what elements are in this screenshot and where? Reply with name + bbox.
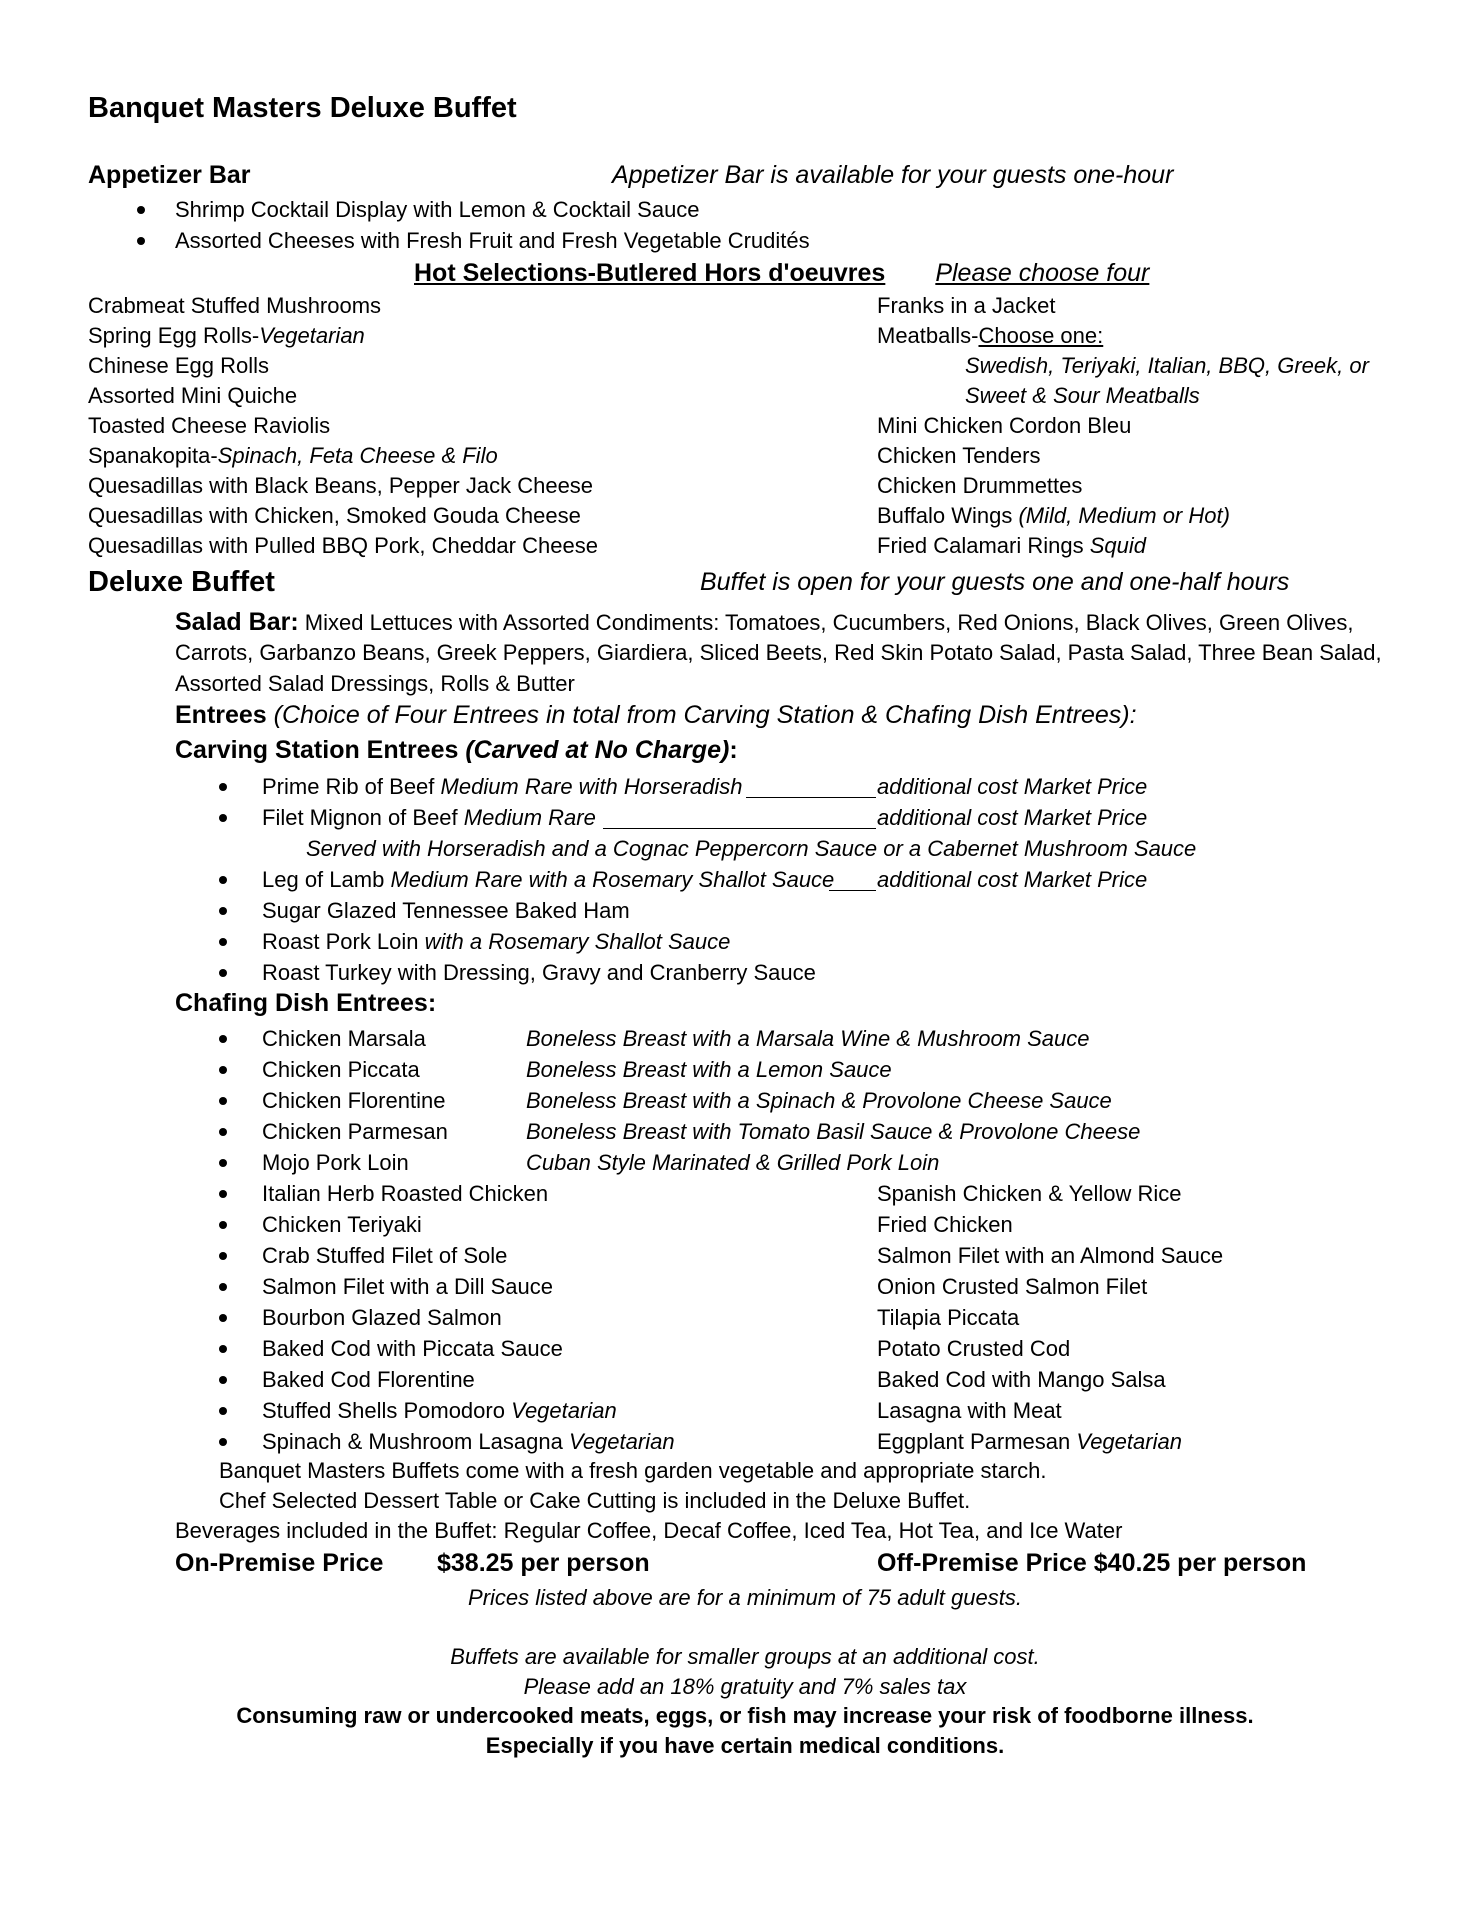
gratuity-note: Please add an 18% gratuity and 7% sales tax [523, 1674, 967, 1699]
bullet-icon [219, 1314, 227, 1322]
meatball-options: Swedish, Teriyaki, Italian, BBQ, Greek, or [965, 353, 1369, 378]
bullet-icon [219, 783, 227, 791]
on-premise-label: On-Premise Price [175, 1549, 384, 1577]
entree-name: Potato Crusted Cod [877, 1336, 1071, 1361]
bullet-icon [219, 1252, 227, 1260]
list-item: Buffalo Wings (Mild, Medium or Hot) [877, 503, 1230, 528]
entree-name: Baked Cod Florentine [262, 1367, 475, 1392]
bullet-icon [219, 1283, 227, 1291]
bullet-icon [137, 237, 145, 245]
entree-name: Salmon Filet with an Almond Sauce [877, 1243, 1224, 1268]
bullet-icon [219, 1097, 227, 1105]
list-item: Filet Mignon of Beef Medium Rare [262, 805, 596, 830]
chafing-heading: Chafing Dish Entrees: [175, 989, 437, 1017]
appetizer-bar-heading: Appetizer Bar [88, 161, 251, 189]
entrees-line: Entrees (Choice of Four Entrees in total from Carving Station & Chafing Dish Entrees): [175, 701, 1137, 729]
health-warning: Especially if you have certain medical conditions. [485, 1733, 1005, 1758]
bullet-icon [219, 1345, 227, 1353]
bullet-icon [219, 1159, 227, 1167]
on-premise-price: $38.25 per person [437, 1549, 650, 1577]
served-with-note: Served with Horseradish and a Cognac Peppercorn Sauce or a Cabernet Mushroom Sauce [306, 836, 1197, 861]
list-item: Quesadillas with Chicken, Smoked Gouda Cheese [88, 503, 581, 528]
bullet-icon [219, 1190, 227, 1198]
entree-name: Chicken Florentine [262, 1088, 446, 1113]
entree-name: Lasagna with Meat [877, 1398, 1062, 1423]
entree-name: Bourbon Glazed Salmon [262, 1305, 502, 1330]
entree-name: Chicken Teriyaki [262, 1212, 422, 1237]
entree-name: Mojo Pork Loin [262, 1150, 409, 1175]
entree-description: Cuban Style Marinated & Grilled Pork Loin [526, 1150, 940, 1175]
deluxe-buffet-note: Buffet is open for your guests one and one-half hours [700, 568, 1290, 596]
market-price: additional cost Market Price [877, 805, 1148, 830]
entree-description: Boneless Breast with Tomato Basil Sauce & Provolone Cheese [526, 1119, 1141, 1144]
hot-selections-choose: Please choose four [935, 259, 1150, 287]
entree-name: Stuffed Shells Pomodoro Vegetarian [262, 1398, 617, 1423]
market-price: additional cost Market Price [877, 867, 1148, 892]
smaller-groups-note: Buffets are available for smaller groups at an additional cost. [450, 1644, 1040, 1669]
entree-name: Spanish Chicken & Yellow Rice [877, 1181, 1182, 1206]
list-item: Assorted Mini Quiche [88, 383, 298, 408]
bullet-icon [219, 1221, 227, 1229]
leader-line [746, 796, 876, 798]
carving-heading: Carving Station Entrees (Carved at No Charge): [175, 736, 738, 764]
entree-name: Chicken Parmesan [262, 1119, 448, 1144]
appetizer-bar-note: Appetizer Bar is available for your guests one-hour [612, 161, 1174, 189]
list-item: Spanakopita-Spinach, Feta Cheese & Filo [88, 443, 498, 468]
salad-bar-line: Carrots, Garbanzo Beans, Greek Peppers, Giardiera, Sliced Beets, Red Skin Potato Salad, Pasta Salad, Three Bean Salad, [175, 640, 1382, 665]
list-item: Shrimp Cocktail Display with Lemon & Cocktail Sauce [175, 197, 700, 222]
list-item: Sugar Glazed Tennessee Baked Ham [262, 898, 630, 923]
list-item: Mini Chicken Cordon Bleu [877, 413, 1132, 438]
entree-name: Italian Herb Roasted Chicken [262, 1181, 549, 1206]
footer-note: Beverages included in the Buffet: Regular Coffee, Decaf Coffee, Iced Tea, Hot Tea, and Ice Water [175, 1518, 1123, 1543]
list-item: Quesadillas with Pulled BBQ Pork, Cheddar Cheese [88, 533, 598, 558]
meatball-options: Sweet & Sour Meatballs [965, 383, 1200, 408]
entree-name: Onion Crusted Salmon Filet [877, 1274, 1148, 1299]
bullet-icon [219, 814, 227, 822]
footer-note: Banquet Masters Buffets come with a fresh garden vegetable and appropriate starch. [219, 1458, 1047, 1483]
off-premise-price: Off-Premise Price $40.25 per person [877, 1549, 1307, 1577]
bullet-icon [219, 1128, 227, 1136]
entree-name: Baked Cod with Mango Salsa [877, 1367, 1166, 1392]
list-item: Chicken Drummettes [877, 473, 1083, 498]
bullet-icon [219, 1035, 227, 1043]
list-item: Chinese Egg Rolls [88, 353, 269, 378]
list-item: Spring Egg Rolls-Vegetarian [88, 323, 365, 348]
salad-bar-line: Salad Bar: Mixed Lettuces with Assorted Condiments: Tomatoes, Cucumbers, Red Onions, Black Olives, Green Olives, [175, 608, 1354, 636]
bullet-icon [219, 969, 227, 977]
entree-description: Boneless Breast with a Marsala Wine & Mushroom Sauce [526, 1026, 1090, 1051]
list-item: Roast Turkey with Dressing, Gravy and Cranberry Sauce [262, 960, 816, 985]
list-item: Roast Pork Loin with a Rosemary Shallot Sauce [262, 929, 731, 954]
entree-name: Tilapia Piccata [877, 1305, 1020, 1330]
bullet-icon [219, 876, 227, 884]
list-item: Assorted Cheeses with Fresh Fruit and Fresh Vegetable Crudités [175, 228, 810, 253]
bullet-icon [219, 938, 227, 946]
entree-name: Baked Cod with Piccata Sauce [262, 1336, 563, 1361]
salad-bar-label: Salad Bar: [175, 608, 299, 636]
hot-selections-heading: Hot Selections-Butlered Hors d'oeuvres [414, 259, 886, 287]
list-item: Quesadillas with Black Beans, Pepper Jack Cheese [88, 473, 594, 498]
entree-name: Crab Stuffed Filet of Sole [262, 1243, 508, 1268]
entree-description: Boneless Breast with a Spinach & Provolone Cheese Sauce [526, 1088, 1112, 1113]
entree-name: Chicken Marsala [262, 1026, 426, 1051]
footer-note: Chef Selected Dessert Table or Cake Cutting is included in the Deluxe Buffet. [219, 1488, 971, 1513]
entree-name: Chicken Piccata [262, 1057, 420, 1082]
bullet-icon [137, 206, 145, 214]
list-item: Franks in a Jacket [877, 293, 1056, 318]
list-item: Crabmeat Stuffed Mushrooms [88, 293, 382, 318]
entree-description: Boneless Breast with a Lemon Sauce [526, 1057, 892, 1082]
entrees-label: Entrees [175, 701, 267, 729]
market-price: additional cost Market Price [877, 774, 1148, 799]
list-item: Meatballs-Choose one: [877, 323, 1104, 348]
leader-line [603, 827, 876, 829]
bullet-icon [219, 907, 227, 915]
list-item: Chicken Tenders [877, 443, 1041, 468]
health-warning: Consuming raw or undercooked meats, eggs, or fish may increase your risk of foodborne illness. [236, 1703, 1254, 1728]
entree-name: Eggplant Parmesan Vegetarian [877, 1429, 1182, 1454]
bullet-icon [219, 1438, 227, 1446]
list-item: Prime Rib of Beef Medium Rare with Horseradish [262, 774, 743, 799]
list-item: Toasted Cheese Raviolis [88, 413, 331, 438]
entree-name: Salmon Filet with a Dill Sauce [262, 1274, 554, 1299]
bullet-icon [219, 1407, 227, 1415]
deluxe-buffet-heading: Deluxe Buffet [88, 566, 275, 598]
salad-bar-line: Assorted Salad Dressings, Rolls & Butter [175, 671, 575, 696]
hot-selections-heading-row [414, 261, 1149, 286]
page-title: Banquet Masters Deluxe Buffet [88, 92, 517, 124]
bullet-icon [219, 1066, 227, 1074]
bullet-icon [219, 1376, 227, 1384]
entree-name: Fried Chicken [877, 1212, 1013, 1237]
list-item: Leg of Lamb Medium Rare with a Rosemary Shallot Sauce [262, 867, 835, 892]
leader-line [829, 889, 876, 891]
entree-name: Spinach & Mushroom Lasagna Vegetarian [262, 1429, 675, 1454]
minimum-note: Prices listed above are for a minimum of 75 adult guests. [468, 1585, 1022, 1610]
list-item: Fried Calamari Rings Squid [877, 533, 1147, 558]
